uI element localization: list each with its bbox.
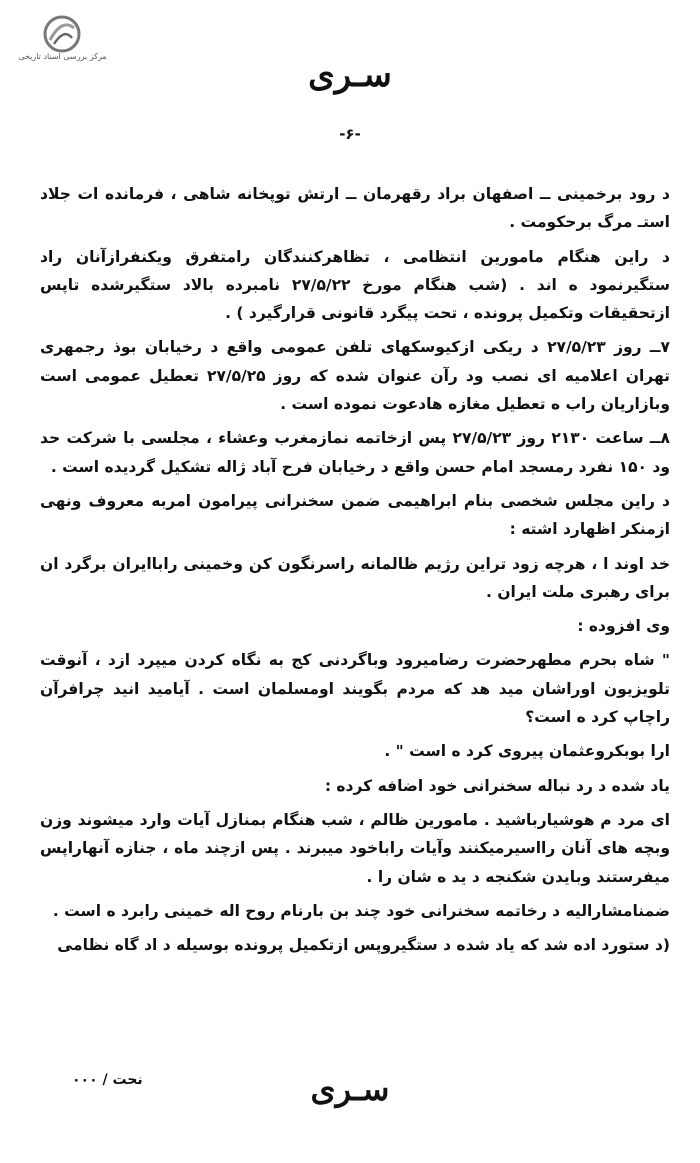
paragraph: ۷ــ روز ۲۷/۵/۲۳ د ریکی ازکیوسکهای تلفن عمومی واقع د رخیابان بوذ رجمهری تهران اعلامیه ای نصب ود رآن عنوان شده که روز ۲۷/۵/۲۵ تعطیل عمومی است وبازاریان راب ه تعطیل مغازه هادعوت نموده است . <box>40 338 670 414</box>
document-body <box>40 180 670 959</box>
classification-footer: سـری <box>310 1070 390 1108</box>
paragraph: " شاه بحرم مطهرحضرت رضامیرود وباگردنی کج به نگاه کردن میپرد ازد ، آنوقت تلویزیون اوراشان مید هد که مردم بگویند اومسلمان است . آیامید انید چرافرآن راچاپ کرد ه است؟ <box>40 651 670 727</box>
paragraph: وی افزوده : <box>577 617 670 636</box>
paragraph: د راین هنگام مامورین انتظامی ، تظاهرکنندگان رامتفرق ویکنفرازآنان راد ستگیرنمود ه اند . (شب هنگام مورخ ۲۷/۵/۲۲ نامبرده بالاد ستگیرشده تاپس ازتحقیقات وتکمیل پرونده ، تحت پیگرد قانونی قرارگیرد ) . <box>40 247 670 323</box>
paragraph: (د ستورد اده شد که یاد شده د ستگیروپس ازتکمیل پرونده بوسیله د اد گاه نظامی <box>57 936 670 955</box>
paragraph: ۸ــ ساعت ۲۱۳۰ روز ۲۷/۵/۲۳ پس ازخاتمه نمازمغرب وعشاء ، مجلسی با شرکت حد ود ۱۵۰ نفرد رمسجد امام حسن واقع د رخیابان فرح آباد ژاله تشکیل گردیده است . <box>40 429 670 476</box>
paragraph: خد اوند ا ، هرچه زود تراین رژیم ظالمانه راسرنگون کن وخمینی راباایران برگرد ان برای رهبری ملت ایران . <box>40 554 670 601</box>
watermark-text: مرکز بررسی اسناد تاریخی <box>18 52 107 61</box>
classification-header: سـری <box>308 55 392 95</box>
paragraph: ای مرد م هوشیارباشید . مامورین ظالم ، شب هنگام بمنازل آیات وارد میشوند وزن وبچه های آنان رااسیرمیکنند وآیات راباخود میبرند . پس ازچند ماه ، جنازه آنهاراپس میفرستند وبایدن شکنجه د ید ه شان را . <box>40 810 670 886</box>
paragraph: د رود برخمینی ــ اصفهان براد رقهرمان ــ ارتش توپخانه شاهی ، فرمانده ات جلاد استـ مرگ برحکومت . <box>40 185 670 232</box>
archive-logo-icon <box>40 14 84 54</box>
paragraph: یاد شده د رد نباله سخنرانی خود اضافه کرده : <box>324 776 670 795</box>
paragraph: ضمنامشارالیه د رخاتمه سخنرانی خود چند بن بارنام روح اله خمینی رابرد ه است . <box>52 901 670 920</box>
page-number: -۶- <box>339 125 361 143</box>
reference-number: نحت / ۰۰۰ <box>72 1072 143 1088</box>
paragraph: ارا بوبکروعثمان پیروی کرد ه است " . <box>384 742 670 761</box>
paragraph: د راین مجلس شخصی بنام ابراهیمی ضمن سخنرانی پیرامون امربه معروف ونهی ازمنکر اظهارد اشته : <box>40 491 670 539</box>
